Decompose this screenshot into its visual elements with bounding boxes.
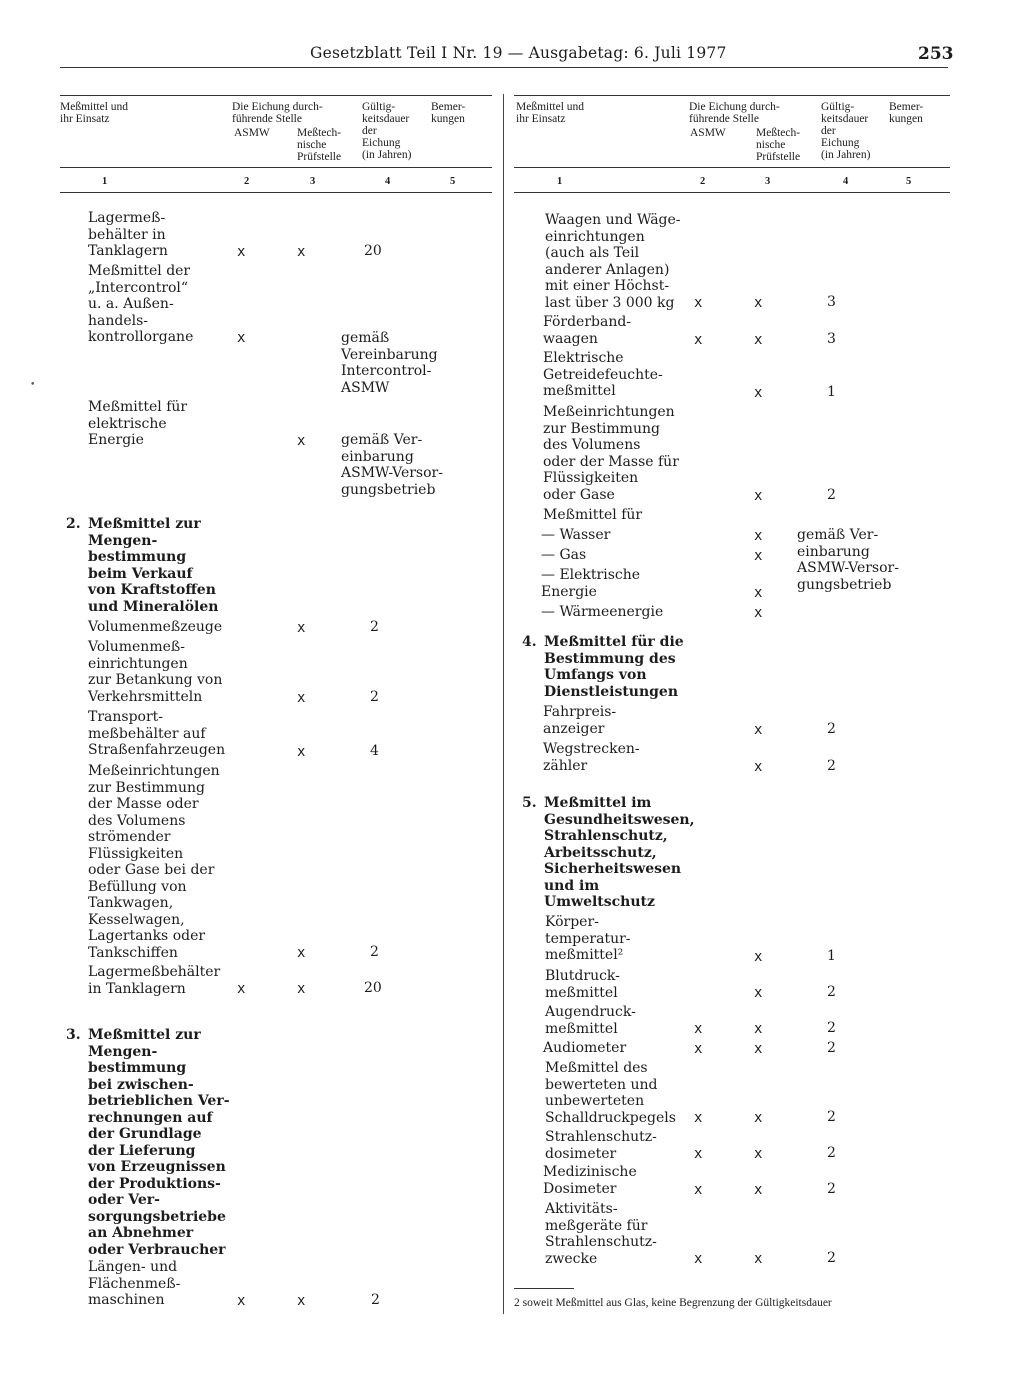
validity-years: 2 <box>827 721 836 737</box>
table-row: Förderband- waagen <box>543 314 632 347</box>
validity-years: 4 <box>370 743 379 759</box>
section-number: 5. <box>522 795 537 811</box>
table-row: — Wasser <box>541 527 611 543</box>
table-row: Volumenmeßzeuge <box>88 619 223 635</box>
right-colno-5: 5 <box>906 176 912 187</box>
left-header-top-rule <box>60 95 492 96</box>
mtp-mark: x <box>754 1146 763 1162</box>
table-row: Waagen und Wäge- einrichtungen (auch als Teil anderer Anlagen) mit einer Höchst- last über 3 000 kg <box>545 212 681 311</box>
right-colno-2: 2 <box>700 176 706 187</box>
remark: gemäß Ver- einbarung ASMW-Versor- gungsbetrieb <box>797 527 899 593</box>
mtp-mark: x <box>297 744 306 760</box>
mtp-mark: x <box>754 295 763 311</box>
table-row: Körper- temperatur- meßmittel² <box>545 914 631 963</box>
asmw-mark: x <box>694 1041 703 1057</box>
validity-years: 2 <box>371 1292 380 1308</box>
table-row: Meßmittel der „Intercontrol“ u. a. Außen- handels- kontrollorgane <box>88 263 194 345</box>
table-row: Volumenmeß- einrichtungen zur Betankung von Verkehrsmitteln <box>88 639 223 705</box>
validity-years: 2 <box>827 1109 836 1125</box>
right-col2-header: ASMW <box>690 127 726 139</box>
right-header-top-rule <box>514 95 950 96</box>
mtp-mark: x <box>297 1293 306 1309</box>
left-colno-5: 5 <box>450 176 456 187</box>
mtp-mark: x <box>754 488 763 504</box>
left-col4-header: Gültig- keitsdauer der Eichung (in Jahren) <box>362 101 412 161</box>
remark: gemäß Vereinbarung Intercontrol- ASMW <box>341 330 438 396</box>
asmw-mark: x <box>694 1110 703 1126</box>
validity-years: 2 <box>827 984 836 1000</box>
validity-years: 2 <box>827 1250 836 1266</box>
section-number: 2. <box>66 516 81 532</box>
mtp-mark: x <box>754 1021 763 1037</box>
asmw-mark: x <box>694 1251 703 1267</box>
mtp-mark: x <box>754 759 763 775</box>
table-row: Meßmittel für <box>543 507 643 523</box>
mtp-mark: x <box>297 244 306 260</box>
table-row: — Wärmeenergie <box>541 604 664 620</box>
mtp-mark: x <box>754 528 763 544</box>
left-eichung-group-header: Die Eichung durch- führende Stelle <box>232 101 323 125</box>
right-colno-1: 1 <box>557 176 563 187</box>
right-col4-header: Gültig- keitsdauer der Eichung (in Jahren) <box>821 101 871 161</box>
table-row: Elektrische Getreidefeuchte- meßmittel <box>543 350 663 399</box>
validity-years: 20 <box>364 980 382 996</box>
left-colno-2: 2 <box>244 176 250 187</box>
validity-years: 2 <box>827 1020 836 1036</box>
right-colno-4: 4 <box>843 176 849 187</box>
table-row: Blutdruck- meßmittel <box>545 968 620 1001</box>
validity-years: 3 <box>827 294 836 310</box>
table-row: Strahlenschutz- dosimeter <box>545 1129 657 1162</box>
table-row: Lagermeß- behälter in Tanklagern <box>88 210 168 259</box>
table-row: Fahrpreis- anzeiger <box>543 704 617 737</box>
asmw-mark: x <box>694 1182 703 1198</box>
table-row: Meßmittel für elektrische Energie <box>88 399 188 448</box>
right-header-bottom-rule <box>514 192 950 193</box>
section-heading: Meßmittel zur Mengen- bestimmung bei zwischen- betrieblichen Ver- rechnungen auf der Grundlage der Lieferung von Erzeugnissen der Produktions- oder Ver- sorgungsbetriebe an Abnehmer oder Verbraucher <box>88 1027 230 1258</box>
mtp-mark: x <box>297 433 306 449</box>
mtp-mark: x <box>754 385 763 401</box>
mtp-mark: x <box>754 548 763 564</box>
asmw-mark: x <box>237 1293 246 1309</box>
table-row: Augendruck- meßmittel <box>545 1004 636 1037</box>
asmw-mark: x <box>694 295 703 311</box>
validity-years: 2 <box>827 1040 836 1056</box>
mtp-mark: x <box>754 1110 763 1126</box>
left-colno-1: 1 <box>102 176 108 187</box>
table-row: Transport- meßbehälter auf Straßenfahrzeugen <box>88 709 226 758</box>
table-row: Meßeinrichtungen zur Bestimmung der Masse oder des Volumens strömender Flüssigkeiten oder Gase bei der Befüllung von Tankwagen, Kesselwagen, Lagertanks oder Tankschiffen <box>88 763 220 961</box>
mtp-mark: x <box>297 945 306 961</box>
footnote-rule <box>514 1288 574 1289</box>
print-speck: • <box>30 380 36 390</box>
left-colno-4: 4 <box>385 176 391 187</box>
asmw-mark: x <box>694 1021 703 1037</box>
mtp-mark: x <box>297 620 306 636</box>
validity-years: 2 <box>827 758 836 774</box>
validity-years: 2 <box>827 1181 836 1197</box>
validity-years: 2 <box>370 619 379 635</box>
validity-years: 2 <box>370 944 379 960</box>
footnote: 2 soweit Meßmittel aus Glas, keine Begrenzung der Gültigkeitsdauer <box>514 1297 832 1309</box>
table-row: Medizinische Dosimeter <box>543 1164 637 1197</box>
asmw-mark: x <box>237 981 246 997</box>
top-rule <box>60 67 948 68</box>
right-col1-header: Meßmittel und ihr Einsatz <box>516 101 585 125</box>
asmw-mark: x <box>237 330 246 346</box>
left-colno-3: 3 <box>310 176 316 187</box>
asmw-mark: x <box>694 332 703 348</box>
mtp-mark: x <box>754 949 763 965</box>
section-heading: Meßmittel zur Mengen- bestimmung beim Verkauf von Kraftstoffen und Mineralölen <box>88 516 219 615</box>
table-row: Längen- und Flächenmeß- maschinen <box>88 1259 181 1308</box>
column-divider <box>503 94 504 1314</box>
validity-years: 1 <box>827 384 836 400</box>
mtp-mark: x <box>754 585 763 601</box>
validity-years: 2 <box>370 689 379 705</box>
left-header-mid-rule <box>60 167 492 168</box>
mtp-mark: x <box>754 985 763 1001</box>
section-heading: Meßmittel für die Bestimmung des Umfangs von Dienstleistungen <box>544 634 684 700</box>
section-number: 4. <box>522 634 537 650</box>
mtp-mark: x <box>297 981 306 997</box>
asmw-mark: x <box>694 1146 703 1162</box>
section-number: 3. <box>66 1027 81 1043</box>
mtp-mark: x <box>754 332 763 348</box>
right-col5-header: Bemer- kungen <box>889 101 924 125</box>
running-title: Gesetzblatt Teil I Nr. 19 — Ausgabetag: 6. Juli 1977 <box>310 44 727 62</box>
table-row: Meßeinrichtungen zur Bestimmung des Volumens oder der Masse für Flüssigkeiten oder Gase <box>543 404 679 503</box>
mtp-mark: x <box>754 1251 763 1267</box>
left-header-bottom-rule <box>60 192 492 193</box>
validity-years: 3 <box>827 331 836 347</box>
left-col2-header: ASMW <box>234 127 270 139</box>
remark: gemäß Ver- einbarung ASMW-Versor- gungsbetrieb <box>341 432 443 498</box>
left-col1-header: Meßmittel und ihr Einsatz <box>60 101 129 125</box>
validity-years: 2 <box>827 487 836 503</box>
validity-years: 2 <box>827 1145 836 1161</box>
table-row: — Gas <box>541 547 587 563</box>
table-row: Meßmittel des bewerteten und unbewerteten Schalldruckpegels <box>545 1060 676 1126</box>
table-row: — Elektrische Energie <box>541 567 641 600</box>
left-col3-header: Meßtech- nische Prüfstelle <box>297 127 342 163</box>
right-eichung-group-header: Die Eichung durch- führende Stelle <box>689 101 780 125</box>
page-number: 253 <box>918 44 954 64</box>
left-col5-header: Bemer- kungen <box>431 101 466 125</box>
mtp-mark: x <box>754 722 763 738</box>
table-row: Aktivitäts- meßgeräte für Strahlenschutz- zwecke <box>545 1201 657 1267</box>
table-row: Audiometer <box>543 1040 627 1056</box>
mtp-mark: x <box>754 1182 763 1198</box>
table-row: Lagermeßbehälter in Tanklagern <box>88 964 221 997</box>
validity-years: 1 <box>827 948 836 964</box>
section-heading: Meßmittel im Gesundheitswesen, Strahlenschutz, Arbeitsschutz, Sicherheitswesen und im Umweltschutz <box>544 795 695 910</box>
validity-years: 20 <box>364 243 382 259</box>
mtp-mark: x <box>297 690 306 706</box>
mtp-mark: x <box>754 1041 763 1057</box>
right-col3-header: Meßtech- nische Prüfstelle <box>756 127 801 163</box>
right-colno-3: 3 <box>765 176 771 187</box>
table-row: Wegstrecken- zähler <box>543 741 640 774</box>
right-header-mid-rule <box>514 167 950 168</box>
asmw-mark: x <box>237 244 246 260</box>
mtp-mark: x <box>754 605 763 621</box>
